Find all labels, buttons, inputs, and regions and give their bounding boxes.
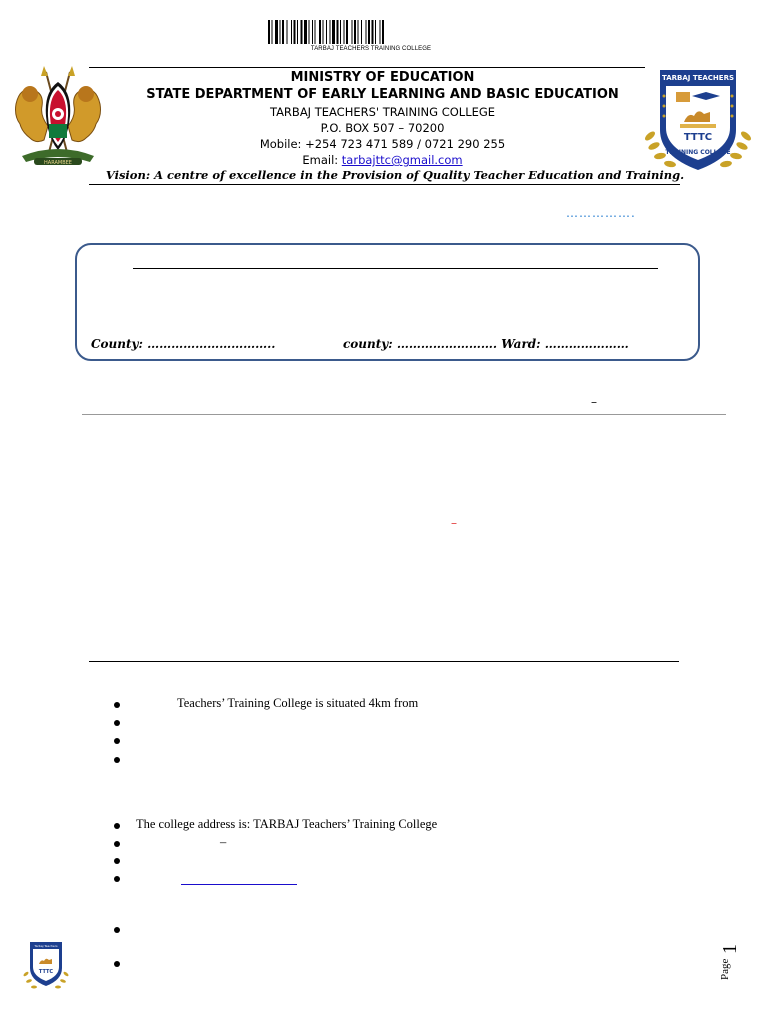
reference-number-blank: ……………. <box>566 206 636 220</box>
bullet-dot <box>114 823 120 829</box>
red-dash-mark: – <box>451 516 457 530</box>
mobile-numbers: Mobile: +254 723 471 589 / 0721 290 255 <box>259 137 506 151</box>
bullet-dot <box>114 876 120 882</box>
email-label: Email: <box>302 153 342 167</box>
coat-of-arms-icon <box>10 64 106 170</box>
small-logo-top-text: Tarbaj Teachers <box>34 944 58 948</box>
email-line <box>110 153 655 167</box>
barcode-caption: TARBAJ TEACHERS TRAINING COLLEGE <box>310 46 432 52</box>
small-college-logo-icon <box>22 940 70 992</box>
bullet-dot <box>114 961 120 967</box>
page-label-text: Page <box>719 958 731 980</box>
bullet-dot <box>114 702 120 708</box>
email-link[interactable]: tarbajttc@gmail.com <box>341 153 463 167</box>
college-logo-bottom-text: TRAINING COLLEGE <box>665 149 731 156</box>
small-logo-center-text: TTTC <box>38 969 54 975</box>
barcode-icon <box>268 20 474 48</box>
state-department-title: STATE DEPARTMENT OF EARLY LEARNING AND BASIC EDUCATION <box>146 87 619 102</box>
section-divider <box>82 414 726 415</box>
dash-mark: – <box>591 395 597 409</box>
college-logo-top-text: TARBAJ TEACHERS <box>661 74 735 82</box>
bullet-dot <box>114 757 120 763</box>
list-item: – <box>220 835 227 849</box>
bullet-dot <box>114 927 120 933</box>
college-address-item: The college address is: TARBAJ Teachers’ Training College <box>136 817 438 831</box>
box-title-underline <box>133 268 658 269</box>
bullet-dot <box>114 720 120 726</box>
ministry-title: MINISTRY OF EDUCATION <box>290 70 475 85</box>
header-top-rule <box>89 67 645 68</box>
section-divider-2 <box>89 661 679 662</box>
county-field: County: ………………………….. <box>91 337 276 351</box>
bullet-dot <box>114 858 120 864</box>
page-number-text: 1 <box>719 944 741 954</box>
page-number <box>712 930 742 984</box>
coat-banner-text: HARAMBEE <box>44 160 72 166</box>
bullet-dot <box>114 738 120 744</box>
po-box: P.O. BOX 507 – 70200 <box>320 121 445 135</box>
college-logo-icon <box>640 66 756 176</box>
college-logo-center-text: TTTC <box>683 132 713 143</box>
subcounty-ward-field: county: ……………………. Ward: ………………… <box>343 337 629 351</box>
college-name: TARBAJ TEACHERS' TRAINING COLLEGE <box>269 105 496 119</box>
list-item: Teachers’ Training College is situated 4km from <box>177 696 419 710</box>
link-underline[interactable] <box>181 884 297 885</box>
bullet-dot <box>114 841 120 847</box>
header-bottom-rule <box>89 184 680 185</box>
vision-statement: Vision: A centre of excellence in the Provision of Quality Teacher Education and Training. <box>105 168 685 182</box>
